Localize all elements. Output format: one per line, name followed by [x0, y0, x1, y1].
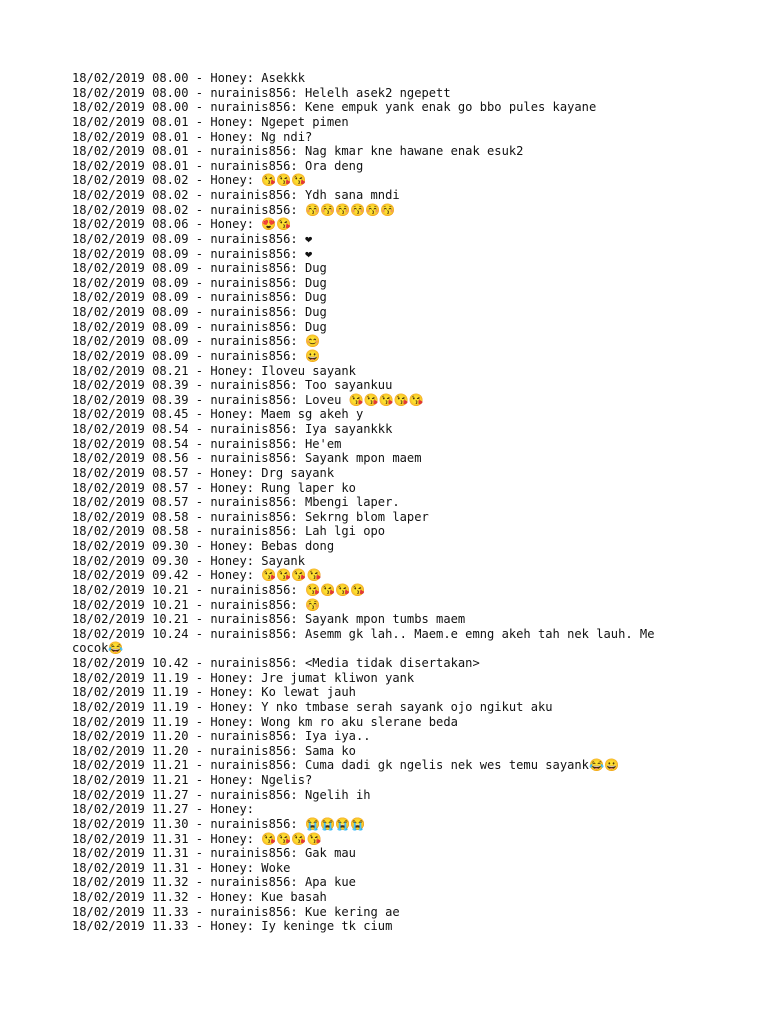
chat-log-line: 18/02/2019 08.01 - Honey: Ng ndi?	[72, 129, 313, 144]
chat-log-line: 18/02/2019 08.09 - nurainis856: Dug	[72, 319, 327, 334]
chat-log-line: 18/02/2019 08.09 - nurainis856: Dug	[72, 290, 327, 305]
chat-log-line: 18/02/2019 08.09 - nurainis856: Dug	[72, 261, 327, 276]
chat-log-line: 18/02/2019 08.21 - Honey: Iloveu sayank	[72, 363, 356, 378]
chat-log-line: 18/02/2019 11.21 - nurainis856: Cuma dadi gk ngelis nek wes temu sayank😂😀	[72, 758, 620, 773]
chat-log-line: 18/02/2019 08.06 - Honey: 😍😘	[72, 217, 292, 232]
chat-log-line: 18/02/2019 11.19 - Honey: Jre jumat kliwon yank	[72, 670, 415, 685]
chat-log-line: 18/02/2019 11.33 - Honey: Iy keninge tk cium	[72, 919, 393, 934]
chat-log-line: 18/02/2019 11.31 - nurainis856: Gak mau	[72, 846, 356, 861]
chat-log-line: 18/02/2019 09.42 - Honey: 😘😘😘😘	[72, 568, 322, 583]
chat-log-line: 18/02/2019 11.19 - Honey: Ko lewat jauh	[72, 685, 356, 700]
chat-log-line: 18/02/2019 11.20 - nurainis856: Sama ko	[72, 743, 356, 758]
chat-log-line: 18/02/2019 11.27 - nurainis856: Ngelih ih	[72, 787, 371, 802]
chat-log-line: 18/02/2019 11.31 - Honey: 😘😘😘😘	[72, 831, 322, 846]
chat-log-line: 18/02/2019 11.27 - Honey:	[72, 802, 262, 817]
chat-log-line: 18/02/2019 10.42 - nurainis856: <Media tidak disertakan>	[72, 656, 480, 670]
chat-log-line: 18/02/2019 08.54 - nurainis856: Iya sayankkk	[72, 422, 393, 436]
chat-log-line: 18/02/2019 11.31 - Honey: Woke	[72, 860, 291, 875]
chat-log-line: 18/02/2019 11.19 - Honey: Wong km ro aku slerane beda	[72, 714, 458, 729]
chat-log-line: 18/02/2019 08.54 - nurainis856: He'em	[72, 436, 342, 451]
chat-log-line: 18/02/2019 08.57 - nurainis856: Mbengi laper.	[72, 495, 400, 510]
chat-log-line: 18/02/2019 08.00 - nurainis856: Kene empuk yank enak go bbo pules kayane	[72, 100, 597, 115]
chat-log-line: 18/02/2019 08.09 - nurainis856: 😀	[72, 348, 321, 363]
chat-log-line: 18/02/2019 08.09 - nurainis856: ❤	[72, 231, 313, 246]
chat-log-line: 18/02/2019 10.21 - nurainis856: 😘😘😘😘	[72, 582, 366, 597]
chat-log-line: cocok😂	[72, 641, 124, 656]
chat-log-line: 18/02/2019 08.09 - nurainis856: 😊	[72, 334, 321, 349]
chat-log-line: 18/02/2019 11.30 - nurainis856: 😭😭😭😭	[72, 816, 366, 831]
chat-log-line: 18/02/2019 10.24 - nurainis856: Asemm gk lah.. Maem.e emng akeh tah nek lauh. Me	[72, 626, 655, 641]
chat-log-line: 18/02/2019 08.57 - Honey: Drg sayank	[72, 465, 335, 480]
chat-log-line: 18/02/2019 08.02 - Honey: 😘😘😘	[72, 173, 307, 188]
chat-log-line: 18/02/2019 11.32 - Honey: Kue basah	[72, 890, 327, 904]
chat-log-line: 18/02/2019 08.45 - Honey: Maem sg akeh y	[72, 407, 364, 422]
chat-log-line: 18/02/2019 08.58 - nurainis856: Lah lgi opo	[72, 524, 386, 539]
chat-log-line: 18/02/2019 08.58 - nurainis856: Sekrng blom laper	[72, 509, 429, 524]
chat-log-line: 18/02/2019 11.32 - nurainis856: Apa kue	[72, 875, 356, 890]
chat-log-line: 18/02/2019 11.20 - nurainis856: Iya iya..	[72, 729, 371, 744]
chat-log-line: 18/02/2019 08.00 - nurainis856: Helelh asek2 ngepett	[72, 85, 451, 100]
chat-log-line: 18/02/2019 08.09 - nurainis856: ❤	[72, 246, 313, 261]
chat-log-line: 18/02/2019 08.02 - nurainis856: 😚😚😚😚😚😚	[72, 202, 396, 217]
chat-log-line: 18/02/2019 10.21 - nurainis856: Sayank mpon tumbs maem	[72, 612, 466, 627]
chat-log-line: 18/02/2019 11.21 - Honey: Ngelis?	[72, 773, 313, 787]
chat-log-line: 18/02/2019 10.21 - nurainis856: 😚	[72, 597, 321, 612]
chat-log-line: 18/02/2019 08.01 - Honey: Ngepet pimen	[72, 114, 349, 129]
chat-log-line: 18/02/2019 08.39 - nurainis856: Too sayankuu	[72, 378, 393, 393]
chat-log-line: 18/02/2019 08.02 - nurainis856: Ydh sana mndi	[72, 188, 400, 202]
chat-log-line: 18/02/2019 09.30 - Honey: Sayank	[72, 553, 305, 568]
chat-log-text	[72, 71, 712, 934]
chat-log-line: 18/02/2019 08.56 - nurainis856: Sayank mpon maem	[72, 451, 422, 466]
chat-log-line: 18/02/2019 08.09 - nurainis856: Dug	[72, 275, 327, 290]
chat-log-line: 18/02/2019 11.33 - nurainis856: Kue kering ae	[72, 904, 400, 919]
chat-log-line: 18/02/2019 08.57 - Honey: Rung laper ko	[72, 480, 356, 495]
chat-log-line: 18/02/2019 11.19 - Honey: Y nko tmbase serah sayank ojo ngikut aku	[72, 699, 553, 714]
chat-log-line: 18/02/2019 08.01 - nurainis856: Ora deng	[72, 158, 364, 173]
chat-log-line: 18/02/2019 08.09 - nurainis856: Dug	[72, 305, 327, 319]
chat-log-line: 18/02/2019 08.01 - nurainis856: Nag kmar kne hawane enak esuk2	[72, 144, 524, 159]
chat-log-line: 18/02/2019 09.30 - Honey: Bebas dong	[72, 539, 335, 553]
chat-log-line: 18/02/2019 08.39 - nurainis856: Loveu 😘😘😘😘😘	[72, 392, 424, 407]
chat-log-line: 18/02/2019 08.00 - Honey: Asekkk	[72, 71, 305, 85]
